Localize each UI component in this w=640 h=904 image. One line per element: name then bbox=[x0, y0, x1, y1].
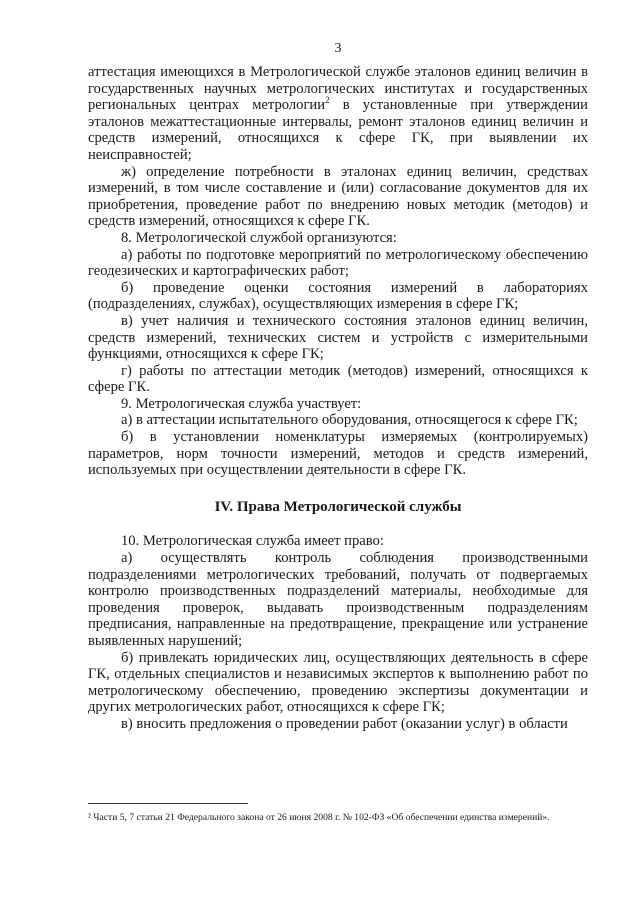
paragraph-10-a: а) осуществлять контроль соблюдения производственными подразделениями метрологических требований, получать от подвергаемых контролю производственных подразделений материалы, необходимые для проведения проверок, выдавать производственным подразделениям предписания, направленные на предотвращение, прекращение или устранение выявленных нарушений; bbox=[88, 550, 588, 649]
footnote-reference: 2 bbox=[325, 95, 330, 106]
paragraph-continuation-text-2: в установленные при утверждении эталонов межаттестационные интервалы, ремонт эталонов единиц величин и средств измерений, относящихся к сфере ГК, при выявлении их неисправностей; bbox=[88, 97, 588, 163]
paragraph-section-9: 9. Метрологическая служба участвует: bbox=[121, 395, 362, 412]
paragraph-10-v: в) вносить предложения о проведении работ (оказании услуг) в области bbox=[121, 715, 568, 732]
paragraph-8-b: б) проведение оценки состояния измерений в лабораториях (подразделениях, службах), осуществляющих измерения в сфере ГК; bbox=[88, 279, 588, 313]
section-heading-iv: IV. Права Метрологической службы bbox=[214, 498, 462, 515]
page-number: 3 bbox=[334, 41, 342, 56]
paragraph-8-v: в) учет наличия и технического состояния эталонов единиц величин, средств измерений, технических систем и устройств с измерительными функциями, относящихся к сфере ГК; bbox=[88, 312, 588, 363]
paragraph-10-b: б) привлекать юридических лиц, осуществляющих деятельность в сфере ГК, отдельных специалистов и независимых экспертов к выполнению работ по метрологическому обеспечению, проведению экспертизы документации и других метрологических работ, относящихся к сфере ГК; bbox=[88, 649, 588, 716]
footnote: ² Части 5, 7 статьи 21 Федерального закона от 26 июня 2008 г. № 102-ФЗ «Об обеспечении единства измерений». bbox=[88, 812, 550, 823]
paragraph-8-a: а) работы по подготовке мероприятий по метрологическому обеспечению геодезических и картографических работ; bbox=[88, 246, 588, 280]
document-page bbox=[88, 0, 588, 904]
document-body bbox=[88, 64, 588, 733]
paragraph-continuation-text: аттестация имеющихся в Метрологической службе эталонов единиц величин в государственных научных метрологических институтах и государственных региональных центрах метрологии bbox=[88, 64, 588, 114]
paragraph-continuation bbox=[88, 64, 588, 164]
paragraph-item-zh: ж) определение потребности в эталонах единиц величин, средствах измерений, в том числе составление и (или) согласование документов для их приобретения, проведение работ по внедрению новых методик (методов) и средств измерений, относящихся к сфере ГК. bbox=[88, 163, 588, 230]
paragraph-section-10: 10. Метрологическая служба имеет право: bbox=[121, 533, 384, 550]
footnote-separator bbox=[88, 803, 248, 804]
paragraph-9-a: а) в аттестации испытательного оборудования, относящегося к сфере ГК; bbox=[121, 412, 578, 429]
paragraph-section-8: 8. Метрологической службой организуются: bbox=[121, 229, 397, 246]
paragraph-8-g: г) работы по аттестации методик (методов) измерений, относящихся к сфере ГК. bbox=[88, 362, 588, 396]
paragraph-9-b: б) в установлении номенклатуры измеряемых (контролируемых) параметров, норм точности измерений, методов и средств измерений, используемых при осуществлении деятельности в сфере ГК. bbox=[88, 429, 588, 479]
